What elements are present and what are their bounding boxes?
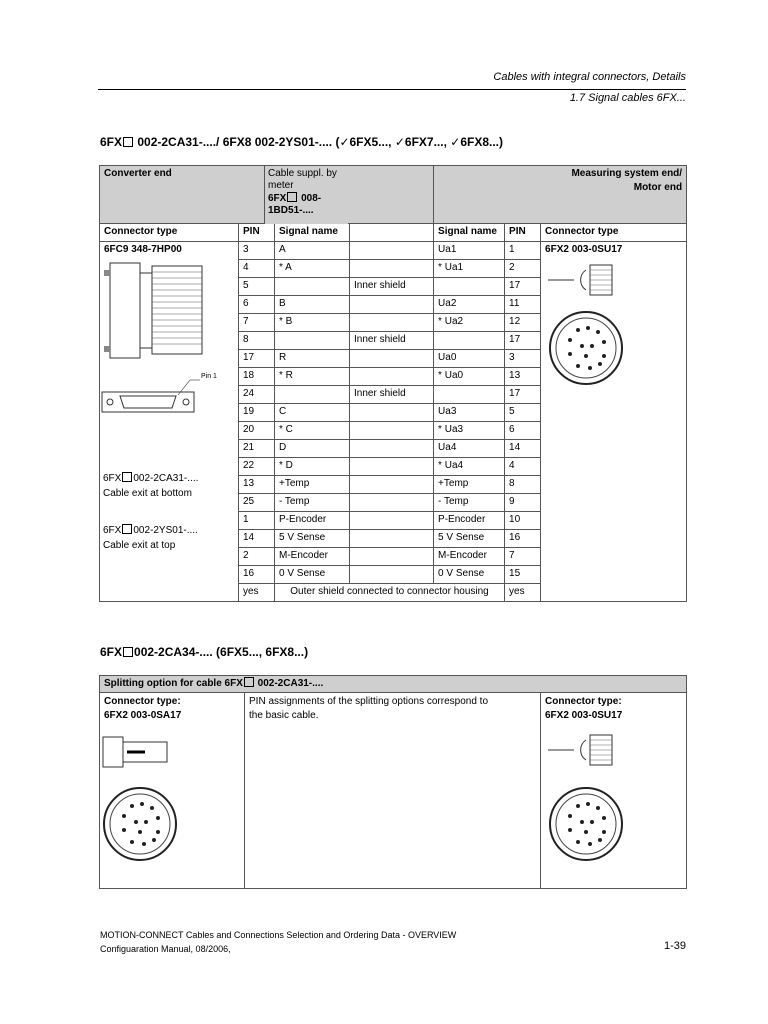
table-cell-sig-r — [434, 386, 505, 404]
socket-connector-side-drawing — [101, 734, 171, 770]
table-cell-pin-r: 16 — [505, 530, 541, 548]
table-cell-pin-r: 14 — [505, 440, 541, 458]
table-cell-pin-l: 7 — [239, 314, 275, 332]
table-cell-mid: Inner shield — [350, 332, 434, 350]
measuring-end-header: Measuring system end/ Motor end — [434, 166, 687, 224]
table-cell-pin-l: yes — [239, 584, 275, 602]
table-cell-mid — [350, 440, 434, 458]
table-cell-sig-l: C — [275, 404, 350, 422]
table-cell-sig-r: Ua1 — [434, 242, 505, 260]
cable-supply-cell: Cable suppl. by meter 6FX 008-1BD51-.... — [264, 166, 348, 224]
table-cell-sig-r: +Temp — [434, 476, 505, 494]
section1-title: 6FX 002-2CA31-..../ 6FX8 002-2YS01-.... (✓6FX5..., ✓6FX7..., ✓6FX8...) — [100, 135, 503, 149]
socket-connector-pin-face — [102, 786, 182, 866]
table-cell-sig-l: - Temp — [275, 494, 350, 512]
table-cell-mid — [350, 404, 434, 422]
column-header: Signal name — [434, 224, 505, 242]
table-cell-mid — [350, 296, 434, 314]
column-header: Connector type — [541, 224, 687, 242]
table-cell-pin-r: 17 — [505, 278, 541, 296]
table-cell-pin-r: 2 — [505, 260, 541, 278]
table-cell-sig-l: * C — [275, 422, 350, 440]
pin-connector-side-drawing — [546, 732, 616, 768]
table-cell-pin-l: 20 — [239, 422, 275, 440]
table-cell-mid — [350, 314, 434, 332]
table-cell-pin-l: 3 — [239, 242, 275, 260]
column-header: PIN — [239, 224, 275, 242]
table-cell-sig-r — [434, 278, 505, 296]
table-cell-mid — [350, 494, 434, 512]
table-cell-sig-r: 5 V Sense — [434, 530, 505, 548]
table-cell-mid — [350, 512, 434, 530]
table-cell-pin-l: 18 — [239, 368, 275, 386]
table-cell-sig-r: * Ua4 — [434, 458, 505, 476]
checkbox-symbol — [123, 137, 133, 147]
cable-exit-bottom-note: 6FX 002-2CA31-.... Cable exit at bottom — [103, 473, 199, 499]
table-cell-pin-l: 1 — [239, 512, 275, 530]
table-cell-mid — [350, 530, 434, 548]
table-cell-mid — [350, 422, 434, 440]
circular-connector-side-drawing — [546, 262, 616, 298]
table-cell-pin-l: 25 — [239, 494, 275, 512]
column-header-row — [100, 224, 687, 242]
table-cell-pin-l: 14 — [239, 530, 275, 548]
table-cell-sig-r: M-Encoder — [434, 548, 505, 566]
table-cell-sig-r: Ua4 — [434, 440, 505, 458]
table-cell-pin-l: 16 — [239, 566, 275, 584]
header-chapter: Cables with integral connectors, Details — [493, 71, 686, 83]
table-cell-sig-l — [275, 332, 350, 350]
table-cell-pin-l: 21 — [239, 440, 275, 458]
column-header: Connector type — [100, 224, 239, 242]
table-cell-mid — [350, 260, 434, 278]
table-cell-sig-r: 0 V Sense — [434, 566, 505, 584]
header-rule — [98, 89, 686, 90]
table-cell-sig-l: * A — [275, 260, 350, 278]
footer-manual: Configuaration Manual, 08/2006, — [100, 944, 231, 954]
table-cell-sig-l: * R — [275, 368, 350, 386]
left-connector-type: 6FC9 348-7HP00 — [100, 242, 239, 602]
table-cell-pin-l: 6 — [239, 296, 275, 314]
table-cell-pin-r: 1 — [505, 242, 541, 260]
table-cell-pin-l: 13 — [239, 476, 275, 494]
column-header: Signal name — [275, 224, 350, 242]
table-cell-sig-r: P-Encoder — [434, 512, 505, 530]
table-cell-pin-r: 6 — [505, 422, 541, 440]
table-cell-mid — [350, 548, 434, 566]
table-cell-mid: Inner shield — [350, 278, 434, 296]
header-section: 1.7 Signal cables 6FX... — [569, 92, 686, 104]
table-cell-sig-l — [275, 278, 350, 296]
right-connector-type: 6FX2 003-0SU17 — [541, 242, 687, 602]
pin-connector-pin-face — [548, 786, 628, 866]
table-cell-pin-l: 19 — [239, 404, 275, 422]
section2-title: 6FX 002-2CA34-.... (6FX5..., 6FX8...) — [100, 645, 309, 659]
cable-supply-part-number: 6FX 008-1BD51-.... — [268, 193, 322, 216]
table-cell-pin-r: 11 — [505, 296, 541, 314]
table-cell-pin-r: 7 — [505, 548, 541, 566]
pin-1-label: Pin 1 — [201, 373, 217, 380]
table-cell-sig-r: * Ua0 — [434, 368, 505, 386]
right-connector-cell: Connector type: 6FX2 003-0SU17 — [541, 693, 687, 889]
table-cell-pin-l: 5 — [239, 278, 275, 296]
table-cell-pin-r: 9 — [505, 494, 541, 512]
table-cell-pin-l: 24 — [239, 386, 275, 404]
table-cell-sig-l: P-Encoder — [275, 512, 350, 530]
table-cell-sig-l: R — [275, 350, 350, 368]
table-cell-pin-r: 17 — [505, 386, 541, 404]
table-cell-sig-r: - Temp — [434, 494, 505, 512]
cable-exit-top-note: 6FX 002-2YS01-.... Cable exit at top — [103, 525, 198, 551]
table-cell-mid — [350, 566, 434, 584]
table-cell-pin-r: 4 — [505, 458, 541, 476]
table-cell-pin-r: 17 — [505, 332, 541, 350]
table-cell-sig-l: * D — [275, 458, 350, 476]
table-cell-pin-l: 8 — [239, 332, 275, 350]
table-cell-sig-r: * Ua3 — [434, 422, 505, 440]
table-cell-mid — [350, 476, 434, 494]
table-cell-pin-r: 15 — [505, 566, 541, 584]
pin-assignment-note: PIN assignments of the splitting options correspond to the basic cable. — [245, 693, 541, 889]
footer-title: MOTION-CONNECT Cables and Connections Selection and Ordering Data - OVERVIEW — [100, 930, 457, 940]
outer-shield-note: Outer shield connected to connector housing — [275, 584, 505, 602]
page-number: 1-39 — [663, 940, 686, 952]
left-connector-cell: Connector type: 6FX2 003-0SA17 — [100, 693, 245, 889]
table-cell-pin-r: yes — [505, 584, 541, 602]
column-header: PIN — [505, 224, 541, 242]
table-cell-pin-r: 5 — [505, 404, 541, 422]
table-cell-pin-l: 4 — [239, 260, 275, 278]
table-cell-sig-r: Ua2 — [434, 296, 505, 314]
table-cell-sig-l — [275, 386, 350, 404]
table-cell-mid — [350, 350, 434, 368]
table-cell-sig-l: 0 V Sense — [275, 566, 350, 584]
table-cell-pin-r: 13 — [505, 368, 541, 386]
table-cell-pin-l: 17 — [239, 350, 275, 368]
table-cell-sig-l: M-Encoder — [275, 548, 350, 566]
table-cell-pin-r: 8 — [505, 476, 541, 494]
column-header — [350, 224, 434, 242]
table-cell-pin-r: 12 — [505, 314, 541, 332]
splitting-option-bar: Splitting option for cable 6FX 002-2CA31-.... — [100, 676, 687, 693]
table-cell-sig-l: 5 V Sense — [275, 530, 350, 548]
table-cell-pin-r: 3 — [505, 350, 541, 368]
table-cell-mid: Inner shield — [350, 386, 434, 404]
table-cell-mid — [350, 368, 434, 386]
converter-end-header: Converter end — [100, 166, 434, 224]
table-row — [100, 242, 687, 260]
table-cell-sig-r: Ua0 — [434, 350, 505, 368]
table-cell-pin-l: 2 — [239, 548, 275, 566]
sub-d-connector-side-drawing — [100, 258, 210, 368]
table-cell-sig-r — [434, 332, 505, 350]
table-cell-pin-r: 10 — [505, 512, 541, 530]
table-cell-pin-l: 22 — [239, 458, 275, 476]
table-cell-sig-r: * Ua1 — [434, 260, 505, 278]
table-cell-sig-l: D — [275, 440, 350, 458]
circular-connector-pin-face — [548, 310, 628, 390]
table-cell-mid — [350, 458, 434, 476]
table-cell-mid — [350, 242, 434, 260]
table-cell-sig-l: +Temp — [275, 476, 350, 494]
table-cell-sig-r: * Ua2 — [434, 314, 505, 332]
table-cell-sig-l: * B — [275, 314, 350, 332]
table-cell-sig-r: Ua3 — [434, 404, 505, 422]
table-cell-sig-l: A — [275, 242, 350, 260]
table-cell-sig-l: B — [275, 296, 350, 314]
